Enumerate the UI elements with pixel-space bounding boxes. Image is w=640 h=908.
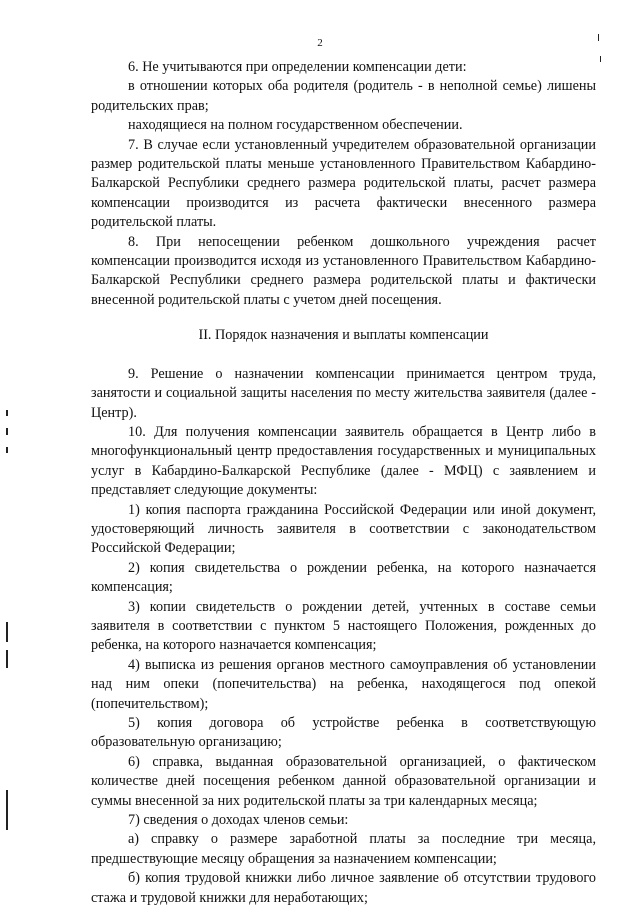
paragraph-6-item-2: находящиеся на полном государственном обеспечении. [128,117,463,134]
document-item-5: 5) копия договора об устройстве ребенка в соответствующую образовательную организацию; [91,715,596,751]
document-item-3: 3) копии свидетельств о рождении детей, учтенных в составе семьи заявителя в соответствии с пунктом 5 настоящего Положения, рожденных до ребенка, на которого назначается компенсация; [91,598,596,654]
paragraph-10: 10. Для получения компенсации заявитель обращается в Центр либо в многофункциональный центр предоставления государственных и муниципальных услуг в Кабардино-Балкарской Республике (далее - МФЦ) с заявлением и представляет следующие документы: [91,423,596,499]
paragraph-6-item-1: в отношении которых оба родителя (родитель - в неполной семье) лишены родительских прав; [91,78,596,114]
scan-mark [598,34,599,41]
document-item-7a: а) справку о размере заработной платы за последние три месяца, предшествующие месяцу обращения за назначением компенсации; [91,831,596,867]
scan-mark [6,650,8,668]
paragraph-9: 9. Решение о назначении компенсации принимается центром труда, занятости и социальной защиты населения по месту жительства заявителя (далее - Центр). [91,365,596,421]
document-item-6: 6) справка, выданная образовательной организацией, о фактическом количестве дней посещения ребенком данной образовательной организации и суммы внесенной за них родительской платы за три календарных месяца; [91,753,596,809]
paragraph-8: 8. При непосещении ребенком дошкольного учреждения расчет компенсации производится исходя из установленного Правительством Кабардино-Балкарской Республики среднего размера родительской платы и фактически внесенной родительской платы с учетом дней посещения. [91,233,596,308]
scan-mark [600,56,601,62]
document-item-1: 1) копия паспорта гражданина Российской Федерации или иной документ, удостоверяющий личность заявителя в соответствии с законодательством Российской Федерации; [91,501,596,557]
scan-mark [6,790,8,830]
page-number: 2 [317,37,323,49]
scan-mark [6,447,8,453]
paragraph-7: 7. В случае если установленный учредителем образовательной организации размер родительской платы меньше установленного Правительством Кабардино-Балкарской Республики среднего размера родительской платы, расчет размера компенсации производится из расчета фактически внесенного размера родительской платы. [91,136,596,231]
document-item-4: 4) выписка из решения органов местного самоуправления об установлении над ним опеки (попечительства) на ребенка, находящегося под опекой (попечительством); [91,656,596,712]
paragraph-6: 6. Не учитываются при определении компенсации дети: [128,59,467,75]
document-item-2: 2) копия свидетельства о рождении ребенка, на которого назначается компенсация; [91,559,596,596]
scan-mark [6,428,8,435]
scan-mark [6,410,8,416]
document-item-7b: б) копия трудовой книжки либо личное заявление об отсутствии трудового стажа и трудовой книжки для неработающих; [91,870,596,906]
document-item-7: 7) сведения о доходах членов семьи: [128,812,349,829]
section-heading: II. Порядок назначения и выплаты компенсации [198,327,489,344]
document-body [91,58,596,908]
scan-mark [6,622,8,642]
